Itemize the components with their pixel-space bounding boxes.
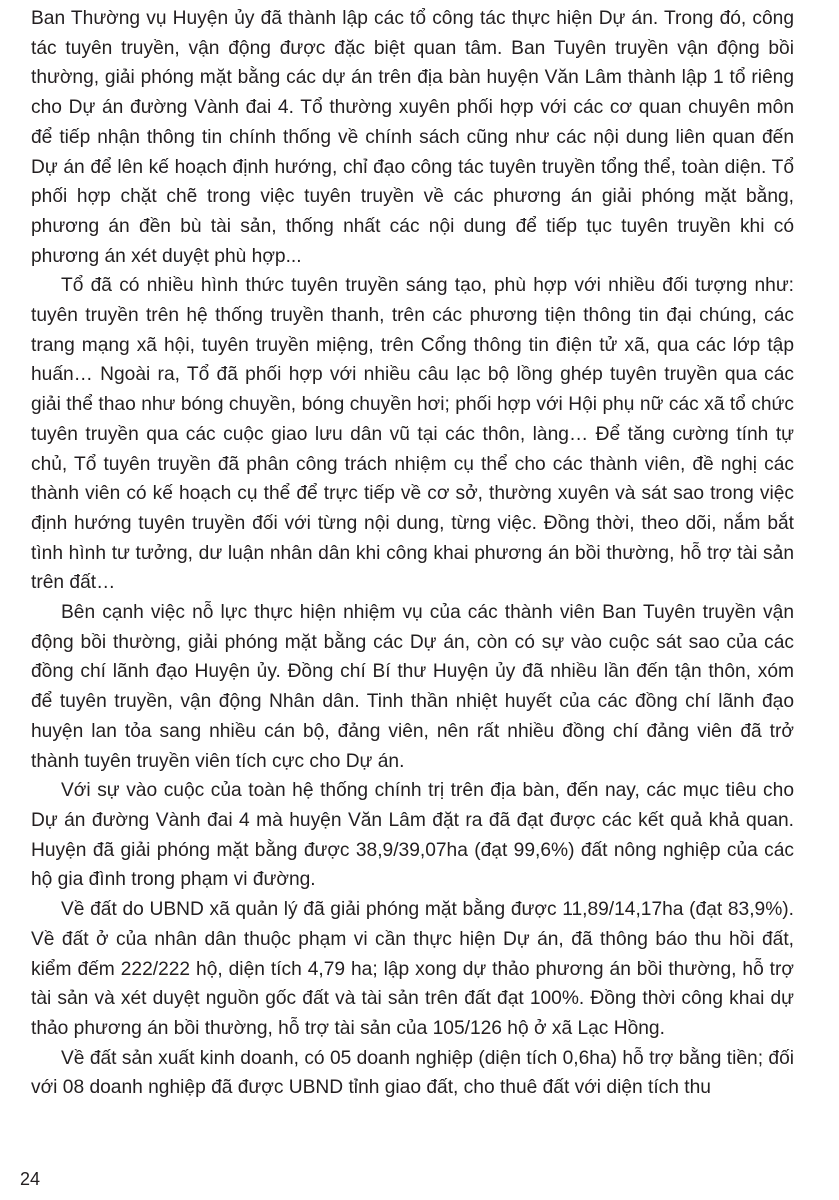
- paragraph-5: Về đất do UBND xã quản lý đã giải phóng mặt bằng được 11,89/14,17ha (đạt 83,9%). Về đất ở của nhân dân thuộc phạm vi cần thực hiện Dự án, đã thông báo thu hồi đất, kiểm đếm 222/222 hộ, diện tích 4,79 ha; lập xong dự thảo phương án bồi thường, hỗ trợ tài sản và xét duyệt nguồn gốc đất và tài sản trên đất đạt 100%. Đồng thời công khai dự thảo phương án bồi thường, hỗ trợ tài sản của 105/126 hộ ở xã Lạc Hồng.: [31, 899, 794, 1039]
- paragraph-2: Tổ đã có nhiều hình thức tuyên truyền sáng tạo, phù hợp với nhiều đối tượng như: tuyên truyền trên hệ thống truyền thanh, trên các phương tiện thông tin đại chúng, các trang mạng xã hội, tuyên truyền miệng, trên Cổng thông tin điện tử xã, qua các lớp tập huấn… Ngoài ra, Tổ đã phối hợp với nhiều câu lạc bộ lồng ghép tuyên truyền qua các giải thể thao như bóng chuyền, bóng chuyền hơi; phối hợp với Hội phụ nữ các xã tổ chức tuyên truyền qua các cuộc giao lưu dân vũ tại các thôn, làng… Để tăng cường tính tự chủ, Tổ tuyên truyền đã phân công trách nhiệm cụ thể cho các thành viên, đề nghị các thành viên có kế hoạch cụ thể để trực tiếp về cơ sở, thường xuyên và sát sao trong việc định hướng tuyên truyền đối với từng nội dung, từng việc. Đồng thời, theo dõi, nắm bắt tình hình tư tưởng, dư luận nhân dân khi công khai phương án bồi thường, hỗ trợ tài sản trên đất…: [31, 275, 794, 594]
- paragraph-6: Về đất sản xuất kinh doanh, có 05 doanh nghiệp (diện tích 0,6ha) hỗ trợ bằng tiền; đối với 08 doanh nghiệp đã được UBND tỉnh giao đất, cho thuê đất với diện tích thu: [31, 1047, 794, 1099]
- page-number: 24: [20, 1169, 41, 1189]
- paragraph-4: Với sự vào cuộc của toàn hệ thống chính trị trên địa bàn, đến nay, các mục tiêu cho Dự án đường Vành đai 4 mà huyện Văn Lâm đặt ra đã đạt được các kết quả khả quan. Huyện đã giải phóng mặt bằng được 38,9/39,07ha (đạt 99,6%) đất nông nghiệp của các hộ gia đình trong phạm vi đường.: [31, 780, 794, 891]
- paragraph-3: Bên cạnh việc nỗ lực thực hiện nhiệm vụ của các thành viên Ban Tuyên truyền vận động bồi thường, giải phóng mặt bằng các Dự án, còn có sự vào cuộc sát sao của các đồng chí lãnh đạo Huyện ủy. Đồng chí Bí thư Huyện ủy đã nhiều lần đến tận thôn, xóm để tuyên truyền, vận động Nhân dân. Tinh thần nhiệt huyết của các đồng chí lãnh đạo huyện lan tỏa sang nhiều cán bộ, đảng viên, nên rất nhiều đồng chí đảng viên đã trở thành tuyên truyền viên tích cực cho Dự án.: [31, 602, 794, 772]
- paragraph-1: Ban Thường vụ Huyện ủy đã thành lập các tổ công tác thực hiện Dự án. Trong đó, công tác tuyên truyền, vận động được đặc biệt quan tâm. Ban Tuyên truyền vận động bồi thường, giải phóng mặt bằng các dự án trên địa bàn huyện Văn Lâm thành lập 1 tổ riêng cho Dự án đường Vành đai 4. Tổ thường xuyên phối hợp với các cơ quan chuyên môn để tiếp nhận thông tin chính thống về chính sách cũng như các nội dung liên quan đến Dự án để lên kế hoạch định hướng, chỉ đạo công tác tuyên truyền tổng thể, toàn diện. Tổ phối hợp chặt chẽ trong việc tuyên truyền về các phương án giải phóng mặt bằng, phương án đền bù tài sản, thống nhất các nội dung để tiếp tục tuyên truyền khi có phương án xét duyệt phù hợp...: [31, 8, 794, 267]
- body-text: [31, 4, 794, 1103]
